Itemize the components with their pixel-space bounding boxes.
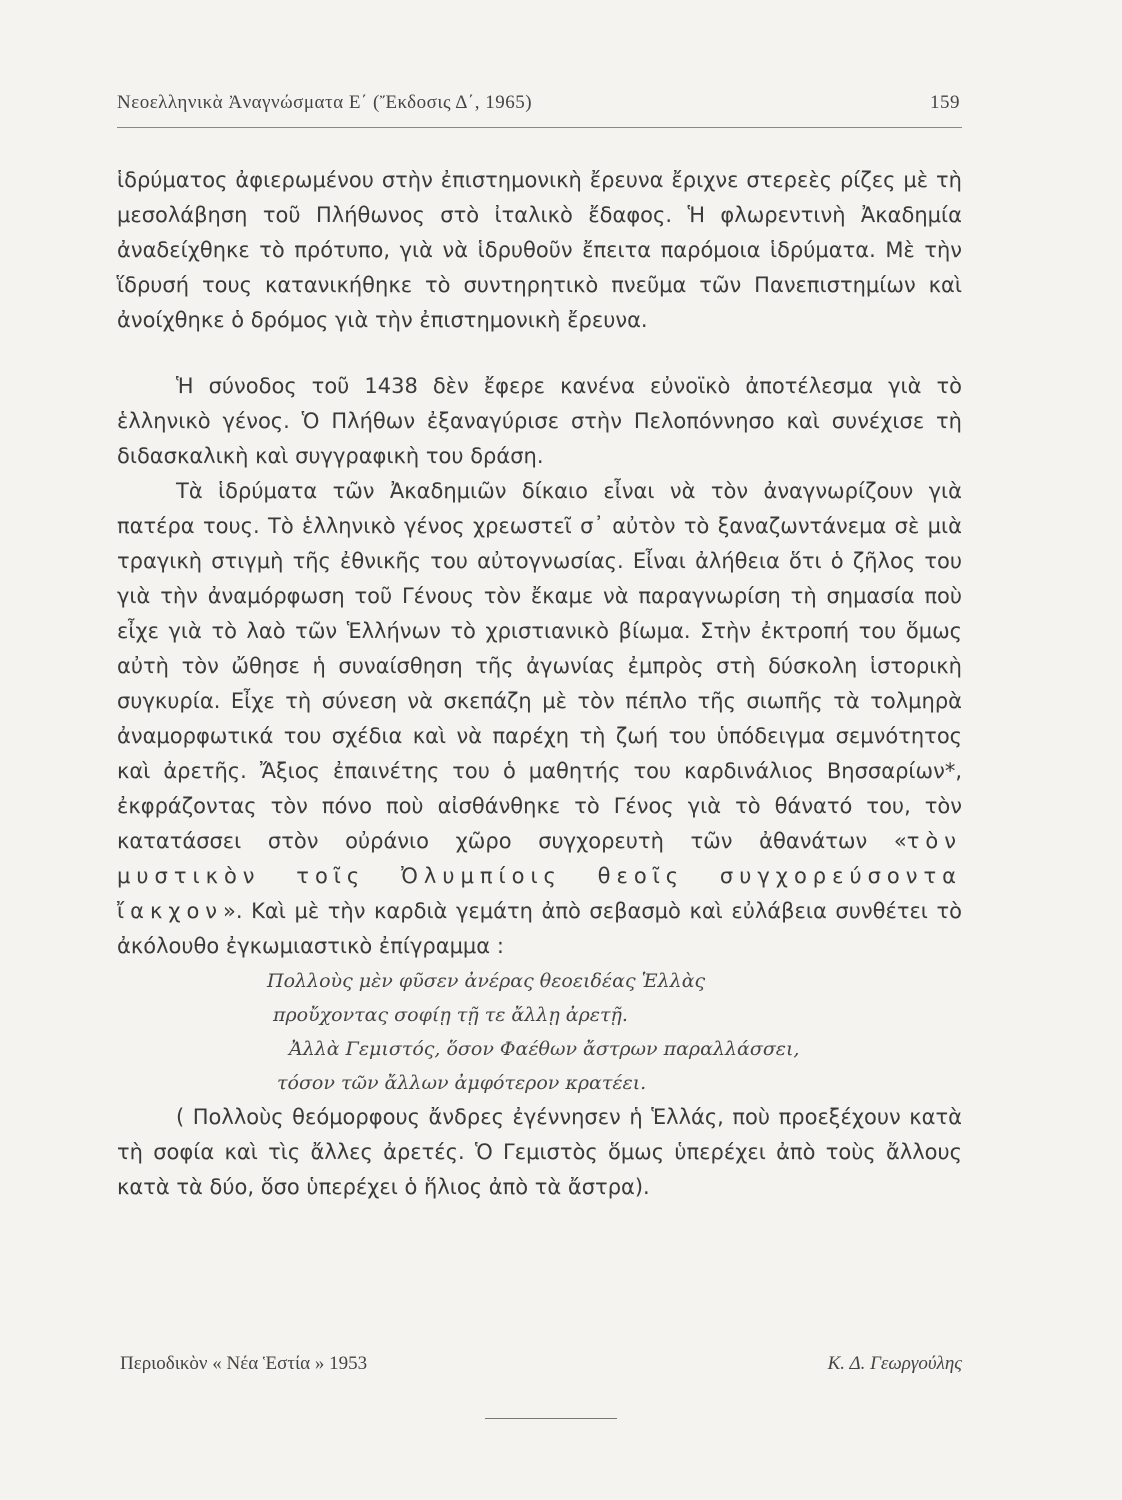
- end-rule: [485, 1418, 617, 1419]
- epigram-line-1: Πολλοὺς μὲν φῦσεν ἀνέρας θεοειδέας Ἑλλὰς: [267, 970, 706, 992]
- paragraph-3-part-a: Τὰ ἱδρύματα τῶν Ἀκαδημιῶν δίκαιο εἶναι νὰ τὸν ἀναγνωρίζουν γιὰ πατέρα τους. Τὸ ἑλληνικὸ γένος χρεωστεῖ σ᾿ αὐτὸν τὸ ξαναζωντάνεμα σὲ μιὰ τραγικὴ στιγμὴ τῆς ἐθνικῆς του αὐτογνωσίας. Εἶναι ἀλήθεια ὅτι ὁ ζῆλος του γιὰ τὴν ἀναμόρφωση τοῦ Γένους τὸν ἔκαμε νὰ παραγνωρίση τὴ σημασία ποὺ εἶχε γιὰ τὸ λαὸ τῶν Ἑλλήνων τὸ χριστιανικὸ βίωμα. Στὴν ἐκτροπή του ὅμως αὐτὴ τὸν ὤθησε ἡ συναίσθηση τῆς ἀγωνίας ἐμπρὸς στὴ δύσκολη ἱστορικὴ συγκυρία. Εἶχε τὴ σύνεση νὰ σκεπάζη μὲ τὸν πέπλο τῆς σιωπῆς τὰ τολμηρὰ ἀναμορφωτικά του σχέδια καὶ νὰ παρέχη τὴ ζωή του ὑπόδειγμα σεμνότητος καὶ ἀρετῆς. Ἄξιος ἐπαινέτης του ὁ μαθητής του καρδινάλιος Βησσαρίων*, ἐκφράζοντας τὸν πόνο ποὺ αἰσθάνθηκε τὸ Γένος γιὰ τὸ θάνατό του, τὸν κατατάσσει στὸν οὐράνιο χῶρο συγχορευτὴ τῶν ἀθανάτων «: [117, 479, 962, 853]
- epigram-line-3: Ἀλλὰ Γεμιστός, ὅσον Φαέθων ἄστρων παραλλάσσει,: [289, 1038, 800, 1060]
- paragraph-3: [117, 474, 962, 964]
- epigram: [117, 964, 962, 1100]
- epigram-line-4: τόσον τῶν ἄλλων ἀμφότερον κρατέει.: [277, 1072, 647, 1094]
- epigram-line-2: προὔχοντας σοφίῃ τῇ τε ἄλλῃ ἀρετῇ.: [273, 1004, 628, 1026]
- paragraph-2: Ἡ σύνοδος τοῦ 1438 δὲν ἔφερε κανένα εὐνοϊκὸ ἀποτέλεσμα γιὰ τὸ ἑλληνικὸ γένος. Ὁ Πλήθων ἐξαναγύρισε στὴν Πελοπόννησο καὶ συνέχισε τὴ διδασκαλικὴ καὶ συγγραφικὴ του δράση.: [117, 374, 962, 468]
- header-rule: [117, 127, 962, 128]
- running-header: [117, 92, 960, 114]
- paragraph-3-part-b: ». Καὶ μὲ τὴν καρδιὰ γεμάτη ἀπὸ σεβασμὸ καὶ εὐλάβεια συνθέτει τὸ ἀκόλουθο ἐγκωμιαστικὸ ἐπίγραμμα :: [117, 899, 962, 958]
- header-title: Νεοελληνικὰ Ἀναγνώσματα Ε΄ (Ἔκδοσις Δ΄, 1965): [117, 92, 533, 113]
- main-text: [117, 163, 962, 1205]
- paragraph-1: ἱδρύματος ἀφιερωμένου στὴν ἐπιστημονικὴ ἔρευνα ἔριχνε στερεὲς ρίζες μὲ τὴ μεσολάβηση τοῦ Πλήθωνος στὸ ἰταλικὸ ἔδαφος. Ἡ φλωρεντινὴ Ἀκαδημία ἀναδείχθηκε τὸ πρότυπο, γιὰ νὰ ἱδρυθοῦν ἔπειτα παρόμοια ἱδρύματα. Μὲ τὴν ἵδρυσή τους κατανικήθηκε τὸ συντηρητικὸ πνεῦμα τῶν Πανεπιστημίων καὶ ἀνοίχθηκε ὁ δρόμος γιὰ τὴν ἐπιστημονικὴ ἔρευνα.: [117, 168, 962, 332]
- author-name: Κ. Δ. Γεωργούλης: [827, 1353, 962, 1374]
- bessarion-quote: τὸν μυστικὸν τοῖς Ὀλυμπίοις θεοῖς συγχορεύσοντα ἴακχον: [117, 829, 962, 923]
- source-citation: Περιοδικὸν « Νέα Ἑστία » 1953: [120, 1353, 368, 1374]
- page-number: 159: [930, 92, 960, 113]
- translation-paragraph: ( Πολλοὺς θεόμορφους ἄνδρες ἐγέννησεν ἡ Ἑλλάς, ποὺ προεξέχουν κατὰ τὴ σοφία καὶ τὶς ἄλλες ἀρετές. Ὁ Γεμιστὸς ὅμως ὑπερέχει ἀπὸ τοὺς ἄλλους κατὰ τὰ δύο, ὅσο ὑπερέχει ὁ ἥλιος ἀπὸ τὰ ἄστρα).: [117, 1105, 962, 1199]
